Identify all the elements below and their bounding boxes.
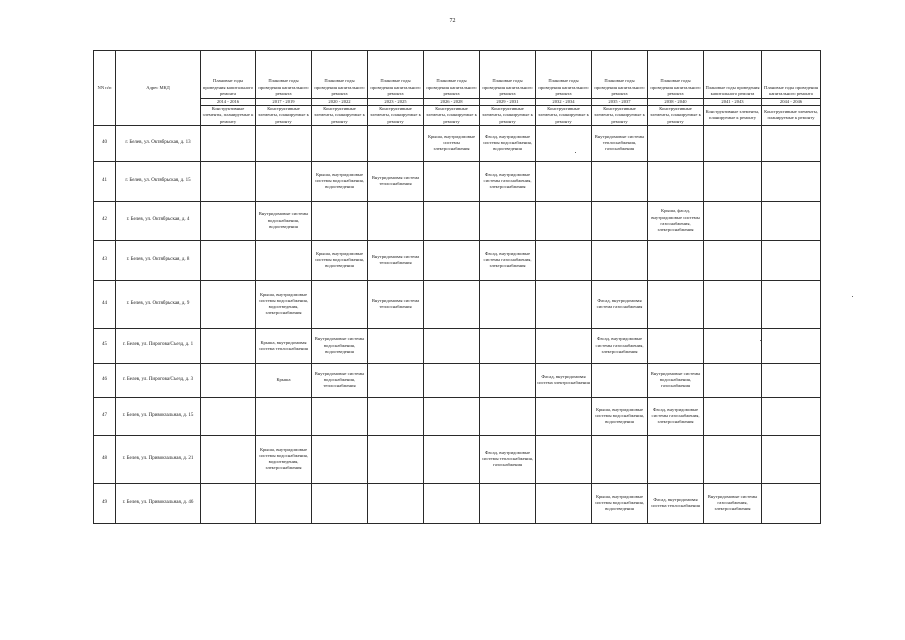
repair-cell <box>424 483 480 523</box>
element-header: Конструктивные элементы, планируемые к ремонту <box>368 106 424 126</box>
table-row <box>94 328 821 363</box>
repair-cell: Крыша, внутридомовые системы водоснабжения, водоотведения <box>312 161 368 201</box>
page-number: 72 <box>449 18 456 24</box>
repair-cell: Фасад, внутридомовые системы газоснабжения, электроснабжения <box>480 161 536 201</box>
repair-cell <box>256 161 312 201</box>
repair-cell <box>592 161 648 201</box>
row-address: г. Белев, ул. Октябрьская, д. 8 <box>116 240 201 280</box>
period-header: 2029 - 2031 <box>480 99 536 106</box>
repair-cell <box>480 328 536 363</box>
row-number: 41 <box>94 161 116 201</box>
repair-cell <box>536 280 592 328</box>
row-number: 42 <box>94 201 116 240</box>
repair-cell <box>312 397 368 435</box>
period-title-header: Плановые годы проведения капитального ремонта <box>704 51 762 99</box>
header-row-elements <box>94 106 821 126</box>
table-row <box>94 201 821 240</box>
row-address: г. Белев, ул. Пирогова/Съезд, д. 1 <box>116 328 201 363</box>
repair-cell <box>256 125 312 161</box>
repair-cell <box>368 125 424 161</box>
period-header: 2017 - 2019 <box>256 99 312 106</box>
header-row-periods <box>94 99 821 106</box>
repair-cell: Внутридомовые системы газоснабжения, электроснабжения <box>704 483 762 523</box>
repair-cell <box>704 161 762 201</box>
repair-cell <box>704 240 762 280</box>
row-number: 48 <box>94 435 116 483</box>
repair-cell <box>312 483 368 523</box>
repair-cell <box>648 328 704 363</box>
row-address: г. Белев, ул. Пирогова/Съезд, д. 3 <box>116 363 201 397</box>
repair-cell <box>312 435 368 483</box>
repair-cell <box>592 363 648 397</box>
repair-cell: Крыша, внутридомовые системы водоснабжения, водоотведения, электроснабжения <box>256 280 312 328</box>
repair-cell <box>648 435 704 483</box>
period-title-header: Плановые годы проведения капитального ремонта <box>312 51 368 99</box>
table-row <box>94 435 821 483</box>
period-title-header: Плановые годы проведения капитального ремонта <box>762 51 821 99</box>
repair-cell <box>536 240 592 280</box>
repair-cell <box>762 397 821 435</box>
repair-cell <box>536 125 592 161</box>
repair-cell <box>424 240 480 280</box>
repair-cell <box>536 161 592 201</box>
row-address: г. Белев, ул. Привокзальная, д. 15 <box>116 397 201 435</box>
repair-cell <box>368 328 424 363</box>
repair-cell <box>536 201 592 240</box>
element-header: Конструктивные элементы, планируемые к ремонту <box>592 106 648 126</box>
element-header: Конструктивные элементы, планируемые к ремонту <box>256 106 312 126</box>
repair-cell <box>536 483 592 523</box>
repair-cell: Крыша, внутридомовые системы водоснабжения, водоотведения <box>592 397 648 435</box>
repair-cell <box>704 363 762 397</box>
element-header: Конструктивные элементы, планируемые к ремонту <box>480 106 536 126</box>
repair-cell <box>201 363 256 397</box>
repair-cell: Внутридомовая система теплоснабжения <box>368 240 424 280</box>
repair-cell <box>201 280 256 328</box>
repair-cell <box>704 125 762 161</box>
period-header: 2035 - 2037 <box>592 99 648 106</box>
repair-cell <box>704 201 762 240</box>
period-title-header: Плановые годы проведения капитального ремонта <box>368 51 424 99</box>
element-header: Конструктивные элементы, планируемые к ремонту <box>648 106 704 126</box>
element-header: Конструктивные элементы, планируемые к ремонту <box>424 106 480 126</box>
repair-cell <box>424 435 480 483</box>
scan-speck <box>575 152 576 153</box>
num-header: NN п/п <box>94 51 116 126</box>
period-title-header: Плановые годы проведения капитального ремонта <box>648 51 704 99</box>
repair-cell <box>762 435 821 483</box>
repair-cell <box>368 397 424 435</box>
period-header: 2032 - 2034 <box>536 99 592 106</box>
element-header: Конструктивные элементы, планируемые к ремонту <box>704 106 762 126</box>
period-header: 2020 - 2022 <box>312 99 368 106</box>
repair-cell <box>368 201 424 240</box>
row-address: г. Белев, ул. Октябрьская, д. 4 <box>116 201 201 240</box>
repair-cell <box>256 397 312 435</box>
repair-cell: Внутридомовая система теплоснабжения <box>368 161 424 201</box>
repair-cell <box>762 240 821 280</box>
period-header: 2014 - 2016 <box>201 99 256 106</box>
repair-cell <box>424 328 480 363</box>
table-body <box>94 125 821 523</box>
period-header: 2038 - 2040 <box>648 99 704 106</box>
repair-cell <box>648 240 704 280</box>
repair-cell <box>762 483 821 523</box>
repair-cell <box>424 397 480 435</box>
scan-speck <box>852 296 853 297</box>
row-number: 46 <box>94 363 116 397</box>
repair-cell <box>256 240 312 280</box>
repair-cell <box>762 363 821 397</box>
repair-cell: Внутридомовые системы водоснабжения, теплоснабжения <box>312 363 368 397</box>
repair-cell <box>368 435 424 483</box>
repair-cell <box>424 201 480 240</box>
repair-cell <box>201 125 256 161</box>
address-header: Адрес МКД <box>116 51 201 126</box>
repair-cell <box>201 435 256 483</box>
repair-cell <box>312 125 368 161</box>
repair-cell: Крыша, внутридомовые системы водоснабжения, водоотведения, электроснабжения <box>256 435 312 483</box>
period-title-header: Плановые годы проведения капитального ремонта <box>424 51 480 99</box>
repair-cell <box>424 363 480 397</box>
repair-cell: Крыша, внутридомовая система теплоснабжения <box>256 328 312 363</box>
row-address: г. Белев, ул. Октябрьская, д. 13 <box>116 125 201 161</box>
repair-cell <box>592 435 648 483</box>
element-header: Конструктивные элементы, планируемые к ремонту <box>201 106 256 126</box>
repair-cell <box>536 328 592 363</box>
repair-cell <box>424 161 480 201</box>
row-number: 47 <box>94 397 116 435</box>
repair-cell <box>704 435 762 483</box>
table-header <box>94 51 821 126</box>
repair-cell <box>201 397 256 435</box>
capital-repair-plan-table <box>93 50 821 524</box>
repair-cell <box>480 397 536 435</box>
repair-cell <box>480 201 536 240</box>
repair-cell <box>536 397 592 435</box>
repair-cell <box>312 201 368 240</box>
period-title-header: Плановые годы проведения капитального ремонта <box>592 51 648 99</box>
row-number: 45 <box>94 328 116 363</box>
repair-cell <box>480 483 536 523</box>
repair-cell <box>762 201 821 240</box>
repair-cell: Внутридомовые системы водоснабжения, газоснабжения <box>648 363 704 397</box>
repair-cell: Крыша <box>256 363 312 397</box>
table-row <box>94 483 821 523</box>
repair-cell: Фасад, внутридомовые системы газоснабжения, электроснабжения <box>648 397 704 435</box>
scan-speck <box>760 340 761 341</box>
table-row <box>94 397 821 435</box>
header-row-titles <box>94 51 821 99</box>
repair-cell <box>704 280 762 328</box>
repair-cell: Внутридомовая система теплоснабжения <box>368 280 424 328</box>
row-address: г. Белев, ул. Октябрьская, д. 15 <box>116 161 201 201</box>
row-address: г. Белев, ул. Привокзальная, д. 21 <box>116 435 201 483</box>
repair-cell <box>648 161 704 201</box>
row-number: 44 <box>94 280 116 328</box>
repair-cell: Крыша, фасад, внутридомовые системы газоснабжения, электроснабжения <box>648 201 704 240</box>
repair-cell <box>704 328 762 363</box>
period-title-header: Плановые годы проведения капитального ремонта <box>256 51 312 99</box>
element-header: Конструктивные элементы, планируемые к ремонту <box>762 106 821 126</box>
repair-cell: Фасад, внутридомовые системы газоснабжения, электроснабжения <box>480 240 536 280</box>
repair-cell <box>312 280 368 328</box>
repair-cell <box>424 280 480 328</box>
period-header: 2026 - 2028 <box>424 99 480 106</box>
repair-cell: Внутридомовые системы водоснабжения, водоотведения <box>312 328 368 363</box>
table-row <box>94 161 821 201</box>
table-row <box>94 363 821 397</box>
period-header: 2023 - 2025 <box>368 99 424 106</box>
period-header: 2041 - 2043 <box>704 99 762 106</box>
repair-cell <box>648 125 704 161</box>
repair-cell <box>201 483 256 523</box>
repair-cell <box>592 201 648 240</box>
row-address: г. Белев, ул. Октябрьская, д. 9 <box>116 280 201 328</box>
repair-cell <box>762 280 821 328</box>
repair-cell <box>480 280 536 328</box>
repair-cell <box>704 397 762 435</box>
row-address: г. Белев, ул. Привокзальная, д. 46 <box>116 483 201 523</box>
repair-cell <box>256 483 312 523</box>
element-header: Конструктивные элементы, планируемые к ремонту <box>536 106 592 126</box>
repair-cell: Фасад, внутридомовые системы водоснабжения, водоотведения <box>480 125 536 161</box>
period-title-header: Плановые годы проведения капитального ремонта <box>536 51 592 99</box>
repair-cell <box>536 435 592 483</box>
repair-cell <box>201 201 256 240</box>
repair-cell: Фасад, внутридомовые системы теплоснабжения, газоснабжения <box>480 435 536 483</box>
table-row <box>94 240 821 280</box>
repair-cell <box>201 328 256 363</box>
element-header: Конструктивные элементы, планируемые к ремонту <box>312 106 368 126</box>
repair-cell: Фасад, внутридомовые системы газоснабжения, электроснабжения <box>592 328 648 363</box>
repair-cell: Внутридомовые системы теплоснабжения, газоснабжения <box>592 125 648 161</box>
repair-cell <box>201 240 256 280</box>
repair-cell <box>762 161 821 201</box>
repair-cell: Фасад, внутридомовая система электроснабжения <box>536 363 592 397</box>
repair-cell: Фасад, внутридомовая система газоснабжения <box>592 280 648 328</box>
repair-cell <box>480 363 536 397</box>
period-title-header: Плановые годы проведения капитального ремонта <box>201 51 256 99</box>
repair-cell <box>762 328 821 363</box>
repair-cell <box>648 280 704 328</box>
table-row <box>94 125 821 161</box>
repair-cell <box>368 363 424 397</box>
row-number: 49 <box>94 483 116 523</box>
row-number: 43 <box>94 240 116 280</box>
repair-cell: Крыша, внутридомовые системы электроснабжения <box>424 125 480 161</box>
period-title-header: Плановые годы проведения капитального ремонта <box>480 51 536 99</box>
repair-cell: Фасад, внутридомовая система теплоснабжения <box>648 483 704 523</box>
repair-cell: Внутридомовые системы водоснабжения, водоотведения <box>256 201 312 240</box>
repair-cell <box>762 125 821 161</box>
repair-cell: Крыша, внутридомовые системы водоснабжения, водоотведения <box>312 240 368 280</box>
period-header: 2044 - 2046 <box>762 99 821 106</box>
table-row <box>94 280 821 328</box>
repair-cell <box>368 483 424 523</box>
row-number: 40 <box>94 125 116 161</box>
repair-cell <box>201 161 256 201</box>
repair-cell <box>592 240 648 280</box>
repair-cell: Крыша, внутридомовые системы водоснабжения, водоотведения <box>592 483 648 523</box>
